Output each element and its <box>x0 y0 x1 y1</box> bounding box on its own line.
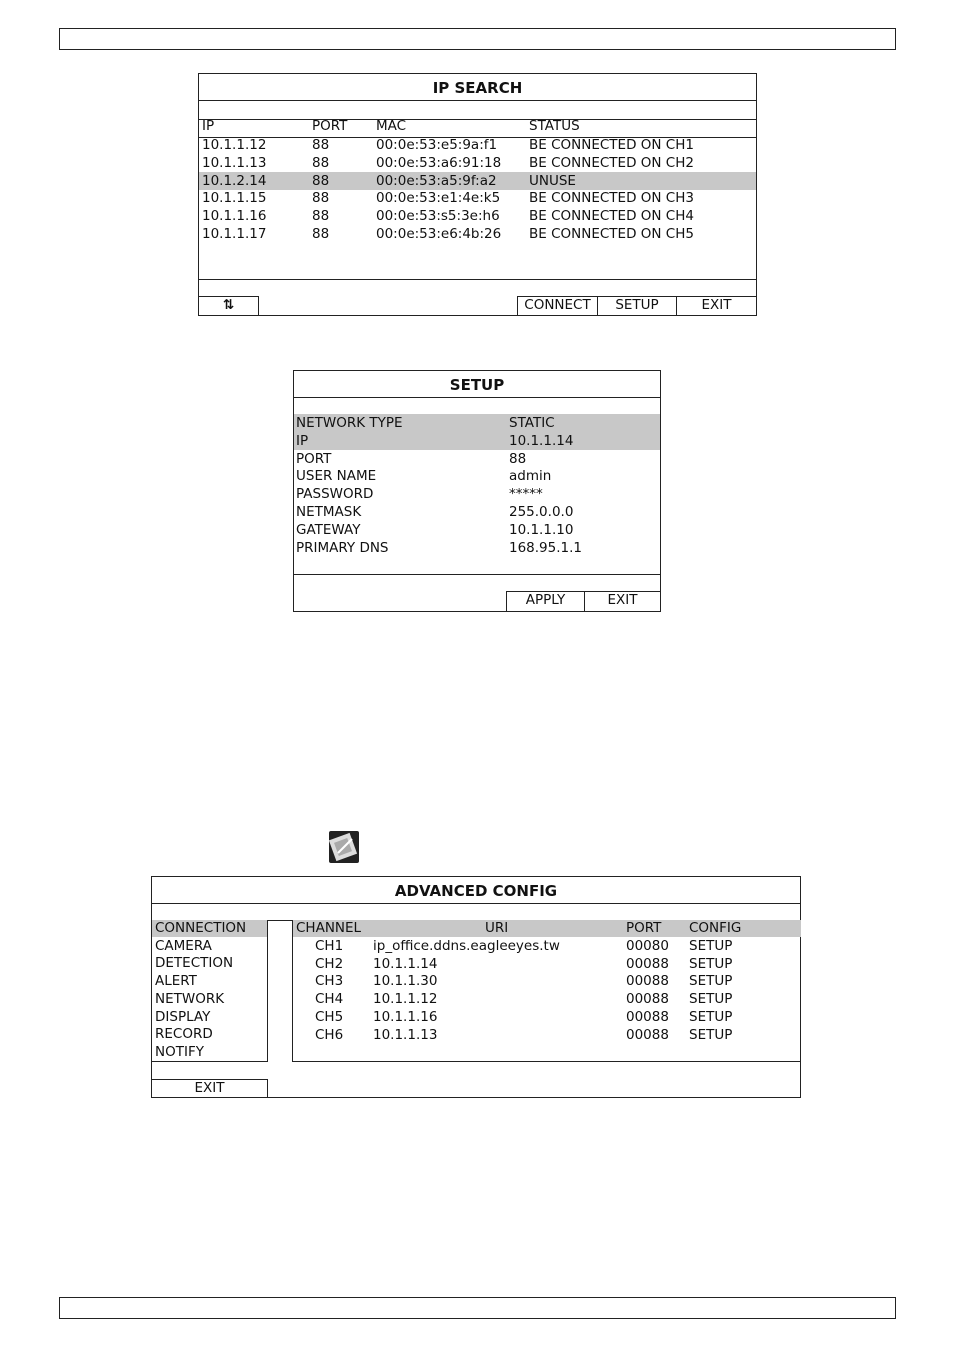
setup-field-row[interactable] <box>294 414 660 432</box>
channel-cell-config[interactable]: SETUP <box>689 1008 733 1025</box>
setup-field-row[interactable] <box>294 467 660 485</box>
ip-search-cell-ip: 10.1.1.13 <box>202 154 267 171</box>
channel-cell-uri: ip_office.ddns.eagleeyes.tw <box>373 938 560 954</box>
setup-field-row[interactable] <box>294 432 660 450</box>
menu-item-label: CONNECTION <box>155 920 247 936</box>
menu-item-connection[interactable] <box>152 920 267 937</box>
setup-field-row[interactable] <box>294 521 660 539</box>
connection-table <box>292 920 801 1062</box>
ip-search-cell-status: BE CONNECTED ON CH4 <box>529 208 694 225</box>
ip-search-cell-status: BE CONNECTED ON CH1 <box>529 137 694 153</box>
ip-search-cell-mac: 00:0e:53:e5:9a:f1 <box>376 137 498 153</box>
ip-search-row[interactable] <box>199 172 756 190</box>
ip-search-row[interactable] <box>199 154 756 172</box>
menu-item-label: NOTIFY <box>155 1043 204 1060</box>
channel-cell-channel: CH5 <box>315 1008 344 1025</box>
ip-search-cell-ip: 10.1.1.12 <box>202 137 267 153</box>
ip-search-cell-mac: 00:0e:53:s5:3e:h6 <box>376 208 500 225</box>
channel-cell-port: 00080 <box>626 938 669 954</box>
setup-field-label: PORT <box>296 450 332 467</box>
channel-cell-config[interactable]: SETUP <box>689 991 733 1008</box>
setup-field-row[interactable] <box>294 539 660 557</box>
column-header-port: PORT <box>626 920 662 936</box>
channel-cell-config[interactable]: SETUP <box>689 1026 733 1043</box>
channel-cell-channel: CH2 <box>315 955 344 972</box>
ip-search-cell-ip: 10.1.1.15 <box>202 190 267 207</box>
menu-item-label: RECORD <box>155 1026 213 1043</box>
setup-title: SETUP <box>449 376 505 394</box>
channel-cell-uri: 10.1.1.30 <box>373 973 438 990</box>
setup-field-value[interactable]: 255.0.0.0 <box>509 504 574 520</box>
menu-item-alert[interactable] <box>152 973 267 990</box>
menu-item-network[interactable] <box>152 991 267 1008</box>
channel-cell-port: 00088 <box>626 973 669 990</box>
page-header-box <box>59 28 896 50</box>
menu-item-detection[interactable] <box>152 955 267 972</box>
channel-cell-config[interactable]: SETUP <box>689 938 733 954</box>
ip-search-cell-mac: 00:0e:53:e1:4e:k5 <box>376 190 501 207</box>
channel-row[interactable] <box>293 1026 801 1044</box>
ip-search-cell-mac: 00:0e:53:a5:9f:a2 <box>376 172 497 189</box>
ip-search-row[interactable] <box>199 225 756 243</box>
ip-search-cell-status: BE CONNECTED ON CH5 <box>529 226 694 242</box>
setup-field-value[interactable]: ***** <box>509 486 543 503</box>
setup-field-label: GATEWAY <box>296 521 361 538</box>
ip-search-title: IP SEARCH <box>432 79 523 97</box>
channel-cell-uri: 10.1.1.14 <box>373 955 438 972</box>
menu-item-label: DISPLAY <box>155 1008 211 1025</box>
channel-cell-port: 00088 <box>626 955 669 972</box>
channel-cell-port: 00088 <box>626 1008 669 1025</box>
menu-item-label: CAMERA <box>155 937 212 954</box>
setup-field-value[interactable]: 88 <box>509 450 527 467</box>
column-header-status: STATUS <box>529 118 580 134</box>
channel-cell-config[interactable]: SETUP <box>689 955 733 972</box>
advanced-config-title: ADVANCED CONFIG <box>394 882 558 900</box>
channel-cell-config[interactable]: SETUP <box>689 973 733 990</box>
column-header-port: PORT <box>312 118 348 134</box>
menu-item-display[interactable] <box>152 1009 267 1026</box>
setup-exit-button[interactable]: EXIT <box>584 591 661 612</box>
ip-search-cell-ip: 10.1.1.17 <box>202 226 267 242</box>
column-header-uri: URI <box>485 920 509 936</box>
menu-item-camera[interactable] <box>152 938 267 955</box>
setup-field-row[interactable] <box>294 485 660 503</box>
channel-row[interactable] <box>293 990 801 1008</box>
channel-cell-uri: 10.1.1.16 <box>373 1008 438 1025</box>
advanced-config-dialog <box>151 876 801 1098</box>
page-footer-box <box>59 1297 896 1319</box>
channel-row[interactable] <box>293 937 801 955</box>
column-header-mac: MAC <box>376 118 407 134</box>
ip-search-cell-port: 88 <box>312 154 330 171</box>
menu-item-notify[interactable] <box>152 1044 267 1061</box>
channel-cell-channel: CH1 <box>315 938 344 954</box>
channel-cell-port: 00088 <box>626 1026 669 1043</box>
ip-search-row[interactable] <box>199 207 756 225</box>
column-header-config: CONFIG <box>689 920 742 936</box>
ip-search-cell-mac: 00:0e:53:e6:4b:26 <box>376 226 502 242</box>
setup-field-label: NETMASK <box>296 504 362 520</box>
ip-search-cell-status: BE CONNECTED ON CH3 <box>529 190 694 207</box>
setup-field-value[interactable]: 10.1.1.10 <box>509 521 574 538</box>
menu-item-label: DETECTION <box>155 955 234 972</box>
ip-search-row[interactable] <box>199 136 756 154</box>
ip-search-dialog <box>198 73 757 316</box>
ip-search-cell-ip: 10.1.1.16 <box>202 208 267 225</box>
setup-field-label: USER NAME <box>296 468 377 485</box>
channel-cell-channel: CH6 <box>315 1026 344 1043</box>
setup-field-row[interactable] <box>294 450 660 468</box>
apply-button[interactable]: APPLY <box>506 591 585 612</box>
ip-search-cell-port: 88 <box>312 226 330 242</box>
column-header-channel: CHANNEL <box>296 920 362 936</box>
ip-search-cell-status: BE CONNECTED ON CH2 <box>529 154 694 171</box>
ip-search-list <box>199 136 756 251</box>
channel-cell-uri: 10.1.1.13 <box>373 1026 438 1043</box>
setup-field-label: PRIMARY DNS <box>296 539 389 556</box>
connect-button[interactable]: CONNECT <box>517 296 598 316</box>
channel-cell-uri: 10.1.1.12 <box>373 991 438 1008</box>
ip-search-cell-mac: 00:0e:53:a6:91:18 <box>376 154 502 171</box>
config-menu <box>152 920 268 1062</box>
setup-field-value[interactable]: 168.95.1.1 <box>509 539 582 556</box>
advanced-exit-button[interactable]: EXIT <box>151 1079 268 1098</box>
setup-dialog <box>293 370 661 612</box>
setup-field-list <box>294 414 660 559</box>
menu-item-record[interactable] <box>152 1026 267 1043</box>
channel-cell-port: 00088 <box>626 991 669 1008</box>
setup-field-value[interactable]: STATIC <box>509 415 555 431</box>
ip-search-cell-status: UNUSE <box>529 172 576 189</box>
setup-field-label: NETWORK TYPE <box>296 415 403 431</box>
channel-row[interactable] <box>293 1008 801 1026</box>
advanced-config-icon <box>329 831 359 863</box>
setup-field-value[interactable]: 10.1.1.14 <box>509 432 574 449</box>
ip-search-cell-port: 88 <box>312 208 330 225</box>
menu-item-label: ALERT <box>155 973 197 990</box>
exit-button[interactable]: EXIT <box>676 296 757 316</box>
ip-search-cell-port: 88 <box>312 172 330 189</box>
setup-field-label: PASSWORD <box>296 486 374 503</box>
setup-field-label: IP <box>296 432 309 449</box>
ip-search-cell-port: 88 <box>312 137 330 153</box>
setup-field-row[interactable] <box>294 503 660 521</box>
setup-field-value[interactable]: admin <box>509 468 552 485</box>
refresh-button[interactable] <box>198 296 259 316</box>
ip-search-cell-port: 88 <box>312 190 330 207</box>
channel-cell-channel: CH3 <box>315 973 344 990</box>
channel-cell-channel: CH4 <box>315 991 344 1008</box>
column-header-ip: IP <box>202 118 215 134</box>
setup-button[interactable]: SETUP <box>597 296 677 316</box>
channel-row[interactable] <box>293 972 801 990</box>
menu-item-label: NETWORK <box>155 990 225 1007</box>
ip-search-row[interactable] <box>199 189 756 207</box>
refresh-icon: ⇅ <box>222 297 235 313</box>
ip-search-cell-ip: 10.1.2.14 <box>202 172 267 189</box>
channel-row[interactable] <box>293 955 801 973</box>
